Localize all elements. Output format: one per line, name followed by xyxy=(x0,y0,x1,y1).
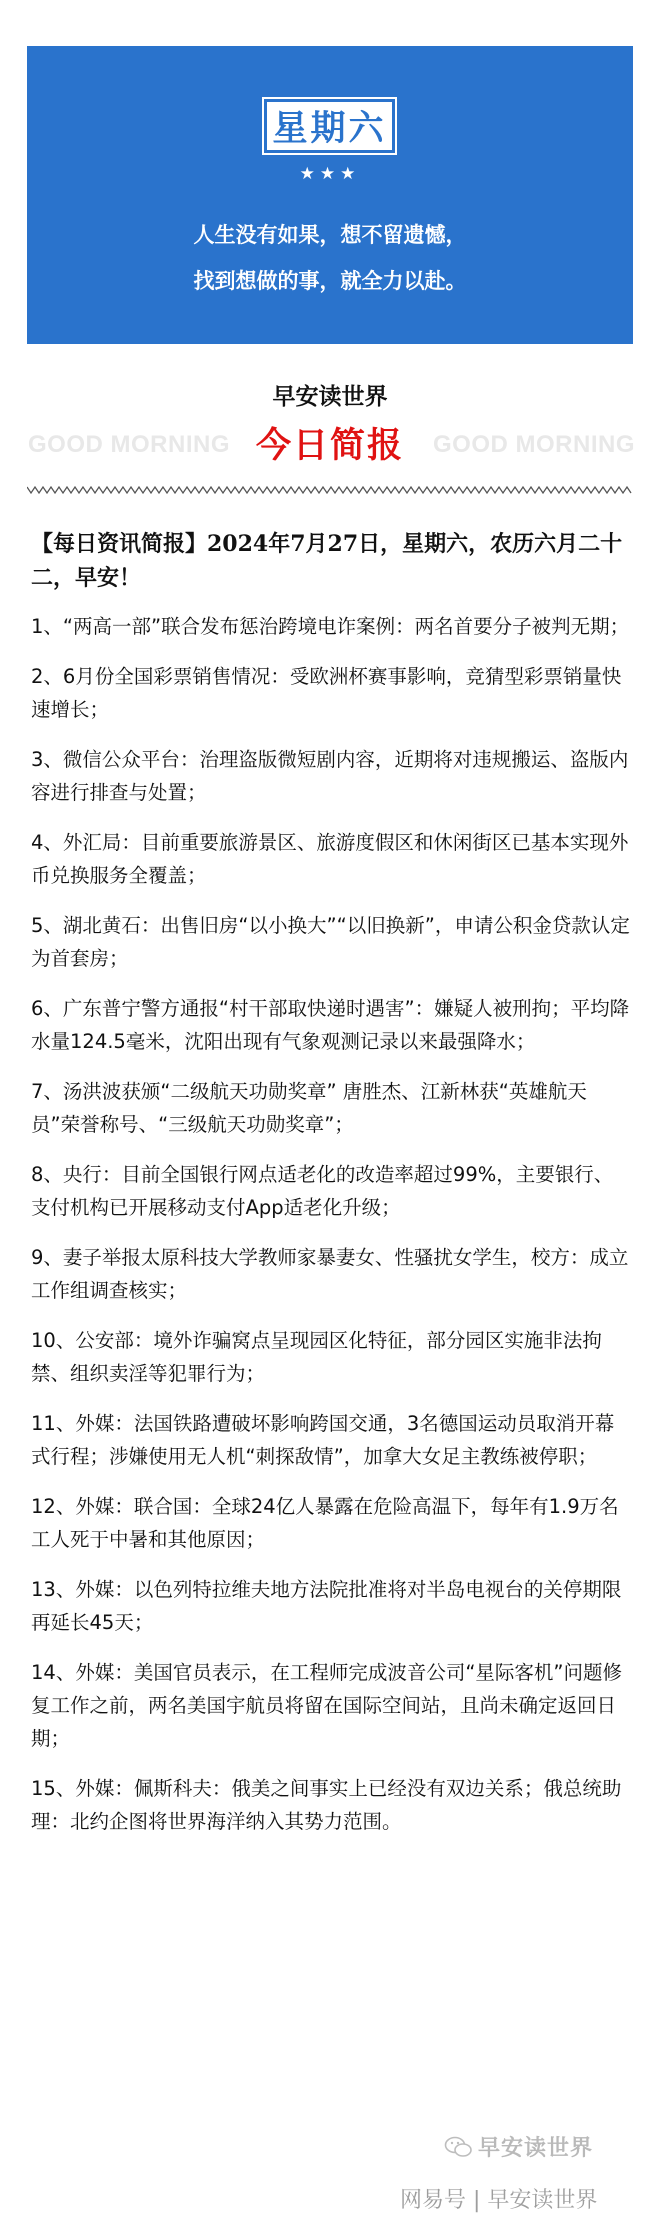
intro-paragraph: 【每日资讯简报】2024年7月27日，星期六，农历六月二十二，早安！ xyxy=(31,531,623,591)
news-item: 14、外媒：美国官员表示，在工程师完成波音公司“星际客机”问题修复工作之前，两名美国宇航员将留在国际空间站，且尚未确定返回日期； xyxy=(31,1661,623,1750)
good-morning-left: GOOD MORNING xyxy=(28,431,230,458)
watermark-account-name: 早安读世界 xyxy=(478,2136,594,2161)
news-item: 15、外媒：佩斯科夫：俄美之间事实上已经没有双边关系；俄总统助理：北约企图将世界海洋纳入其势力范围。 xyxy=(31,1777,622,1833)
news-item: 12、外媒：联合国：全球24亿人暴露在危险高温下，每年有1.9万名工人死于中暑和其他原因； xyxy=(31,1495,619,1551)
page-title: 今日简报 xyxy=(255,426,404,466)
zigzag-divider xyxy=(27,484,633,496)
news-item: 8、央行：目前全国银行网点适老化的改造率超过99%，主要银行、支付机构已开展移动支付App适老化升级； xyxy=(31,1163,614,1219)
news-item: 1、“两高一部”联合发布惩治跨境电诈案例：两名首要分子被判无期； xyxy=(31,615,630,638)
stars-decoration: ★★★ xyxy=(299,164,361,184)
brand-name: 早安读世界 xyxy=(272,384,388,410)
footer-source: 网易号 | 早安读世界 xyxy=(400,2188,598,2213)
news-item: 6、广东普宁警方通报“村干部取快递时遇害”：嫌疑人被刑拘；平均降水量124.5毫米，沈阳出现有气象观测记录以来最强降水； xyxy=(31,997,630,1053)
day-title: 星期六 xyxy=(267,102,392,150)
day-title-box xyxy=(262,97,397,155)
news-item: 5、湖北黄石：出售旧房“以小换大”“以旧换新”，申请公积金贷款认定为首套房； xyxy=(31,914,630,970)
news-list xyxy=(31,610,631,1838)
good-morning-right: GOOD MORNING xyxy=(433,431,635,458)
wechat-icon xyxy=(444,2136,474,2158)
news-item: 4、外汇局：目前重要旅游景区、旅游度假区和休闲街区已基本实现外币兑换服务全覆盖； xyxy=(31,831,629,887)
news-item: 11、外媒：法国铁路遭破坏影响跨国交通，3名德国运动员取消开幕式行程；涉嫌使用无人机“刺探敌情”，加拿大女足主教练被停职； xyxy=(31,1412,615,1468)
news-item: 13、外媒：以色列特拉维夫地方法院批准将对半岛电视台的关停期限再延长45天； xyxy=(31,1578,622,1634)
news-item: 10、公安部：境外诈骗窝点呈现园区化特征，部分园区实施非法拘禁、组织卖淫等犯罪行为； xyxy=(31,1329,602,1385)
motto-line-2: 找到想做的事，就全力以赴。 xyxy=(193,268,467,293)
news-content xyxy=(31,527,631,1855)
motto-line-1: 人生没有如果，想不留遗憾， xyxy=(193,222,467,247)
header-banner xyxy=(27,46,633,344)
news-item: 7、汤洪波获颁“二级航天功勋奖章” 唐胜杰、江新林获“英雄航天员”荣誉称号、“三级航天功勋奖章”； xyxy=(31,1080,587,1136)
news-item: 2、6月份全国彩票销售情况：受欧洲杯赛事影响，竞猜型彩票销量快速增长； xyxy=(31,665,622,721)
news-item: 3、微信公众平台：治理盗版微短剧内容，近期将对违规搬运、盗版内容进行排查与处置； xyxy=(31,748,629,804)
news-item: 9、妻子举报太原科技大学教师家暴妻女、性骚扰女学生，校方：成立工作组调查核实； xyxy=(31,1246,629,1302)
